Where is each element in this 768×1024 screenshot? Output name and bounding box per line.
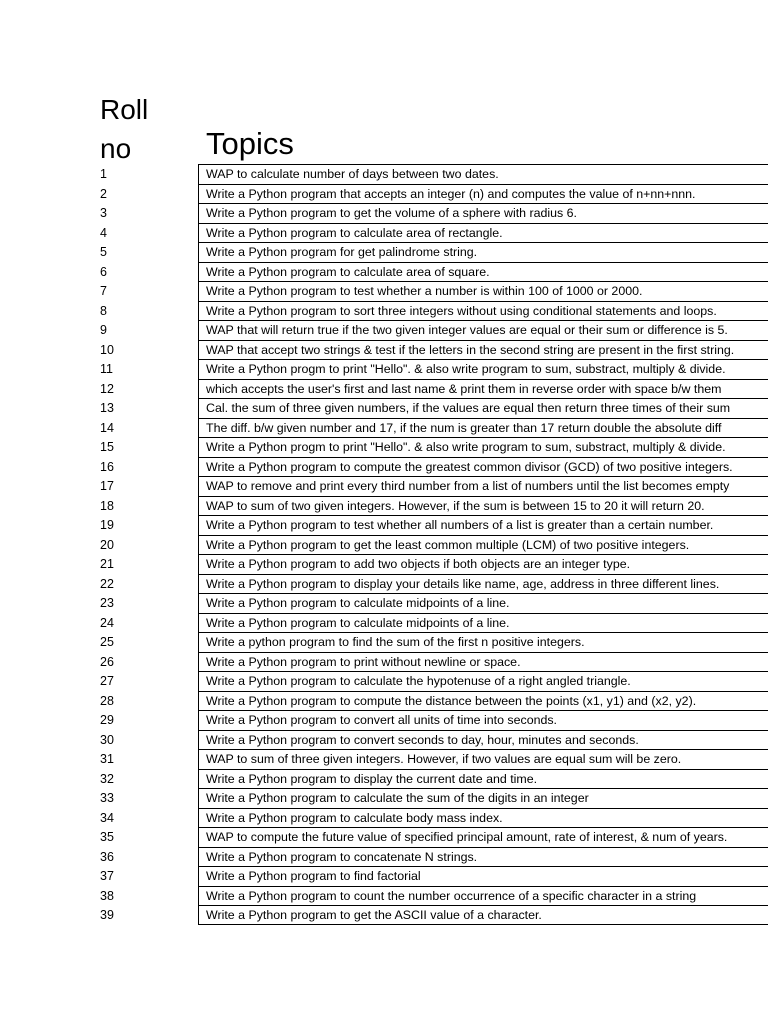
roll-number-cell: 18 [100, 498, 114, 513]
roll-number-cell: 34 [100, 810, 114, 825]
topic-cell: Write a Python program to test whether all numbers of a list is greater than a certain number. [198, 515, 768, 535]
topic-cell: Write a Python program to sort three integers without using conditional statements and loops. [198, 301, 768, 321]
roll-number-cell: 19 [100, 518, 114, 532]
table-row [0, 671, 768, 691]
table-row [0, 593, 768, 613]
topic-cell: WAP to sum of three given integers. However, if two values are equal sum will be zero. [198, 749, 768, 769]
topic-cell: WAP to compute the future value of specified principal amount, rate of interest, & num of years. [198, 827, 768, 847]
topic-cell: Write a Python program to convert seconds to day, hour, minutes and seconds. [198, 730, 768, 750]
table-row [0, 281, 768, 301]
roll-number-cell: 2 [100, 186, 107, 201]
roll-number-cell: 9 [100, 323, 107, 337]
table-row [0, 496, 768, 516]
topic-cell: Write a Python program to compute the greatest common divisor (GCD) of two positive integers. [198, 457, 768, 477]
roll-number-cell: 32 [100, 771, 114, 786]
table-row [0, 515, 768, 535]
table-row [0, 847, 768, 867]
topic-cell: Write a Python program to calculate area of rectangle. [198, 223, 768, 243]
table-row [0, 554, 768, 574]
topic-cell: Write a Python program to display the current date and time. [198, 769, 768, 789]
table-row [0, 788, 768, 808]
roll-number-cell: 35 [100, 830, 114, 844]
roll-number-cell: 1 [100, 167, 107, 181]
topic-cell: Write a Python program to calculate body mass index. [198, 808, 768, 828]
table-row [0, 223, 768, 243]
topic-cell: Write a Python program to calculate midpoints of a line. [198, 593, 768, 613]
table-row [0, 262, 768, 282]
topic-cell: Write a Python program to print without newline or space. [198, 652, 768, 672]
roll-number-cell: 23 [100, 596, 114, 610]
table-row [0, 535, 768, 555]
topic-cell: Write a Python program to get the least common multiple (LCM) of two positive integers. [198, 535, 768, 555]
table-row [0, 476, 768, 496]
topic-cell: Write a Python program to display your details like name, age, address in three different lines. [198, 574, 768, 594]
roll-number-cell: 20 [100, 537, 114, 552]
roll-number-cell: 3 [100, 206, 107, 220]
roll-number-cell: 33 [100, 791, 114, 805]
table-row [0, 749, 768, 769]
topic-cell: Write a Python program to concatenate N strings. [198, 847, 768, 867]
topic-cell: Write a Python program to compute the distance between the points (x1, y1) and (x2, y2). [198, 691, 768, 711]
table-row [0, 866, 768, 886]
roll-number-cell: 39 [100, 908, 114, 922]
table-row [0, 242, 768, 262]
topic-cell: Write a Python program to get the volume of a sphere with radius 6. [198, 203, 768, 223]
topic-cell: Write a python program to find the sum of the first n positive integers. [198, 632, 768, 652]
roll-number-cell: 24 [100, 615, 114, 630]
table-row [0, 437, 768, 457]
topic-cell: Write a Python progm to print "Hello". & also write program to sum, substract, multiply & divide. [198, 359, 768, 379]
roll-number-cell: 15 [100, 440, 114, 454]
roll-number-cell: 29 [100, 713, 114, 727]
roll-number-cell: 36 [100, 849, 114, 864]
table-row [0, 905, 768, 925]
table-row [0, 886, 768, 906]
topic-cell: Write a Python program to add two objects if both objects are an integer type. [198, 554, 768, 574]
topics-header: Topics [206, 126, 294, 161]
table-row [0, 691, 768, 711]
table-row [0, 379, 768, 399]
table-row [0, 827, 768, 847]
roll-number-cell: 38 [100, 888, 114, 903]
table-row [0, 652, 768, 672]
table-row [0, 301, 768, 321]
topic-cell: Write a Python program to count the number occurrence of a specific character in a string [198, 886, 768, 906]
topic-cell: The diff. b/w given number and 17, if the num is greater than 17 return double the absolute diff [198, 418, 768, 438]
table-row [0, 769, 768, 789]
topics-table [0, 164, 768, 925]
table-row [0, 184, 768, 204]
topic-cell: WAP to remove and print every third number from a list of numbers until the list becomes empty [198, 476, 768, 496]
roll-number-cell: 22 [100, 576, 114, 591]
topic-cell: Write a Python progm to print "Hello". & also write program to sum, substract, multiply & divide. [198, 437, 768, 457]
roll-number-cell: 4 [100, 225, 107, 240]
table-row [0, 574, 768, 594]
table-row [0, 613, 768, 633]
topic-cell: WAP to sum of two given integers. However, if the sum is between 15 to 20 it will return 20. [198, 496, 768, 516]
topic-cell: Write a Python program to get the ASCII value of a character. [198, 905, 768, 925]
table-row [0, 340, 768, 360]
roll-number-cell: 8 [100, 303, 107, 318]
topic-cell: Write a Python program that accepts an integer (n) and computes the value of n+nn+nnn. [198, 184, 768, 204]
roll-number-cell: 14 [100, 420, 114, 435]
roll-number-cell: 6 [100, 264, 107, 279]
table-row [0, 359, 768, 379]
roll-number-cell: 21 [100, 557, 114, 571]
topic-cell: Write a Python program to calculate the hypotenuse of a right angled triangle. [198, 671, 768, 691]
topic-cell: Write a Python program to calculate the sum of the digits in an integer [198, 788, 768, 808]
table-row [0, 164, 768, 184]
roll-number-cell: 12 [100, 381, 114, 396]
roll-number-cell: 10 [100, 342, 114, 357]
roll-number-cell: 11 [100, 362, 113, 376]
table-row [0, 418, 768, 438]
table-row [0, 710, 768, 730]
topic-cell: Write a Python program to find factorial [198, 866, 768, 886]
table-row [0, 730, 768, 750]
roll-number-cell: 25 [100, 635, 114, 649]
table-row [0, 398, 768, 418]
roll-number-cell: 5 [100, 245, 107, 259]
topic-cell: Write a Python program to convert all units of time into seconds. [198, 710, 768, 730]
roll-number-cell: 37 [100, 869, 114, 883]
topic-cell: WAP that accept two strings & test if the letters in the second string are present in the first string. [198, 340, 768, 360]
roll-number-cell: 13 [100, 401, 114, 415]
topic-cell: Cal. the sum of three given numbers, if the values are equal then return three times of their sum [198, 398, 768, 418]
topic-cell: WAP to calculate number of days between two dates. [198, 164, 768, 184]
roll-number-cell: 27 [100, 674, 114, 688]
roll-number-cell: 17 [100, 479, 114, 493]
table-row [0, 632, 768, 652]
roll-number-cell: 7 [100, 284, 107, 298]
table-row [0, 203, 768, 223]
roll-number-cell: 28 [100, 693, 114, 708]
roll-number-cell: 16 [100, 459, 114, 474]
roll-number-cell: 26 [100, 654, 114, 669]
roll-number-cell: 30 [100, 732, 114, 747]
topic-cell: Write a Python program to calculate midpoints of a line. [198, 613, 768, 633]
roll-number-cell: 31 [100, 752, 114, 766]
topic-cell: Write a Python program for get palindrome string. [198, 242, 768, 262]
topic-cell: Write a Python program to calculate area of square. [198, 262, 768, 282]
table-row [0, 457, 768, 477]
table-row [0, 320, 768, 340]
topic-cell: Write a Python program to test whether a number is within 100 of 1000 or 2000. [198, 281, 768, 301]
topic-cell: WAP that will return true if the two given integer values are equal or their sum or difference is 5. [198, 320, 768, 340]
topic-cell: which accepts the user's first and last name & print them in reverse order with space b/w them [198, 379, 768, 399]
table-row [0, 808, 768, 828]
roll-no-header: Roll no [100, 94, 149, 164]
